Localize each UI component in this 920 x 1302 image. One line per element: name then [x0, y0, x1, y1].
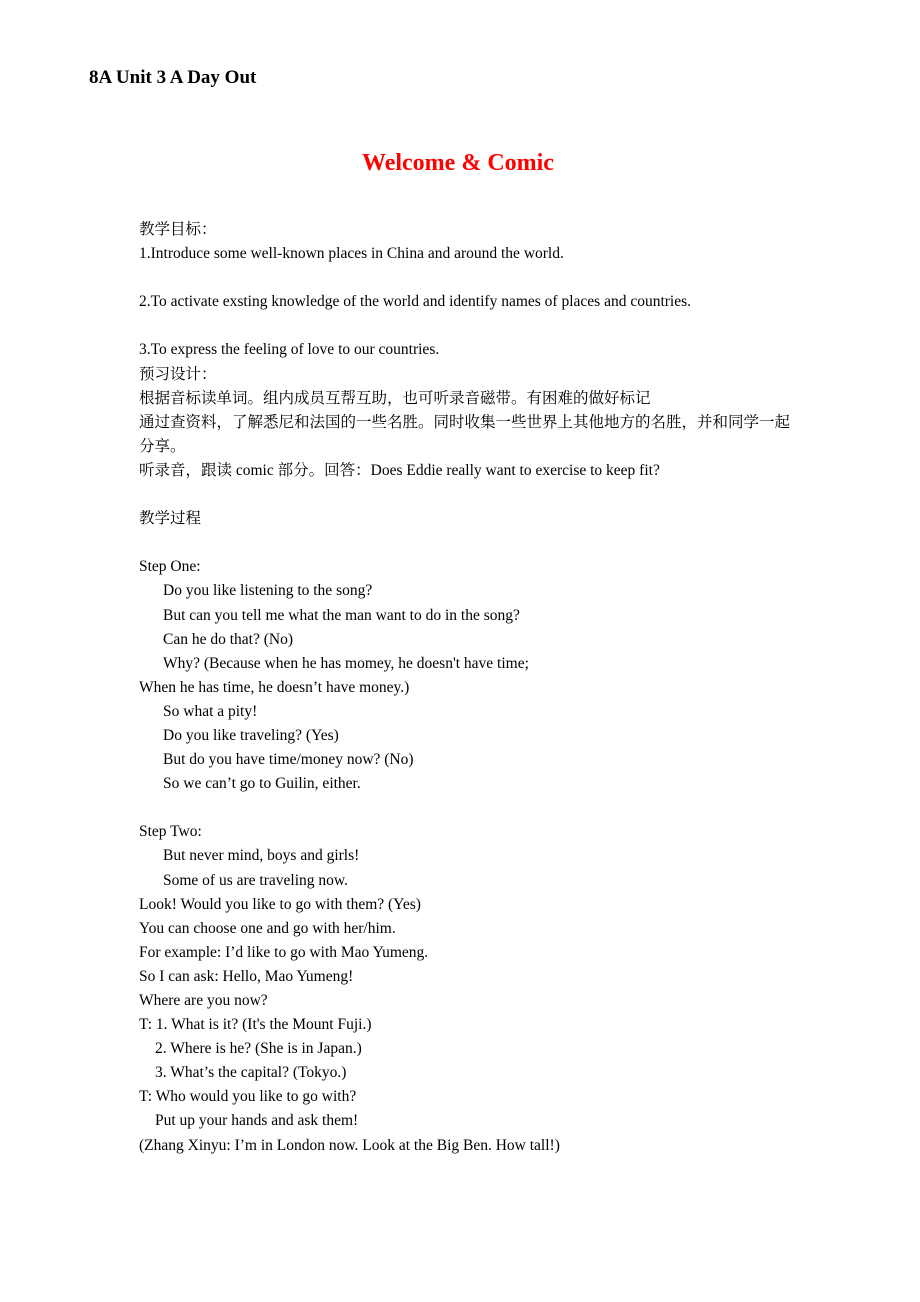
blank-line	[139, 314, 799, 338]
objective-item: 1.Introduce some well-known places in China and around the world.	[139, 245, 564, 263]
dialogue-line: T: Who would you like to go with?	[139, 1088, 357, 1106]
dialogue-line: But can you tell me what the man want to do in the song?	[163, 606, 520, 624]
document-body	[139, 218, 799, 1158]
step-one-section	[139, 555, 799, 796]
preview-item: 通过查资料，了解悉尼和法国的一些名胜。同时收集一些世界上其他地方的名胜，并和同学一起分享。	[139, 413, 791, 455]
dialogue-line: So what a pity!	[163, 702, 258, 720]
preview-heading: 预习设计：	[139, 365, 217, 383]
dialogue-line: Can he do that? (No)	[163, 630, 293, 648]
blank-line	[139, 483, 799, 507]
dialogue-line: Do you like listening to the song?	[163, 582, 373, 600]
dialogue-line: 3. What’s the capital? (Tokyo.)	[155, 1064, 347, 1082]
dialogue-line: When he has time, he doesn’t have money.)	[139, 678, 410, 696]
dialogue-line: 2. Where is he? (She is in Japan.)	[155, 1040, 362, 1058]
preview-item: 根据音标读单词。组内成员互帮互助，也可听录音磁带。有困难的做好标记	[139, 389, 651, 407]
unit-title: 8A Unit 3 A Day Out	[89, 67, 257, 88]
dialogue-line: Do you like traveling? (Yes)	[163, 726, 339, 744]
dialogue-line: Look! Would you like to go with them? (Yes)	[139, 895, 421, 913]
dialogue-line: Why? (Because when he has momey, he doesn't have time;	[163, 654, 529, 672]
objective-item: 3.To express the feeling of love to our countries.	[139, 341, 440, 359]
dialogue-line: Put up your hands and ask them!	[155, 1112, 359, 1130]
lesson-title: Welcome & Comic	[362, 150, 554, 176]
objectives-section	[139, 218, 799, 363]
objective-item: 2.To activate exsting knowledge of the world and identify names of places and countries.	[139, 293, 692, 311]
dialogue-line: For example: I’d like to go with Mao Yumeng.	[139, 943, 429, 961]
step-one-heading: Step One:	[139, 558, 201, 576]
dialogue-line: You can choose one and go with her/him.	[139, 919, 396, 937]
blank-line	[139, 266, 799, 290]
blank-line	[139, 796, 799, 820]
preview-item: 听录音，跟读 comic 部分。回答：Does Eddie really want to exercise to keep fit?	[139, 461, 660, 479]
dialogue-line: But never mind, boys and girls!	[163, 847, 360, 865]
dialogue-line: Where are you now?	[139, 992, 268, 1009]
dialogue-line: T: 1. What is it? (It's the Mount Fuji.)	[139, 1016, 372, 1034]
objectives-heading: 教学目标：	[139, 221, 217, 238]
preview-section	[139, 363, 799, 483]
dialogue-line: So we can’t go to Guilin, either.	[163, 775, 361, 793]
dialogue-line: So I can ask: Hello, Mao Yumeng!	[139, 967, 354, 985]
step-two-heading: Step Two:	[139, 823, 202, 841]
step-two-section	[139, 820, 799, 1157]
dialogue-line: (Zhang Xinyu: I’m in London now. Look at the Big Ben. How tall!)	[139, 1136, 560, 1154]
process-heading: 教学过程	[139, 510, 202, 528]
dialogue-line: Some of us are traveling now.	[163, 871, 348, 889]
blank-line	[139, 531, 799, 555]
dialogue-line: But do you have time/money now? (No)	[163, 751, 414, 769]
